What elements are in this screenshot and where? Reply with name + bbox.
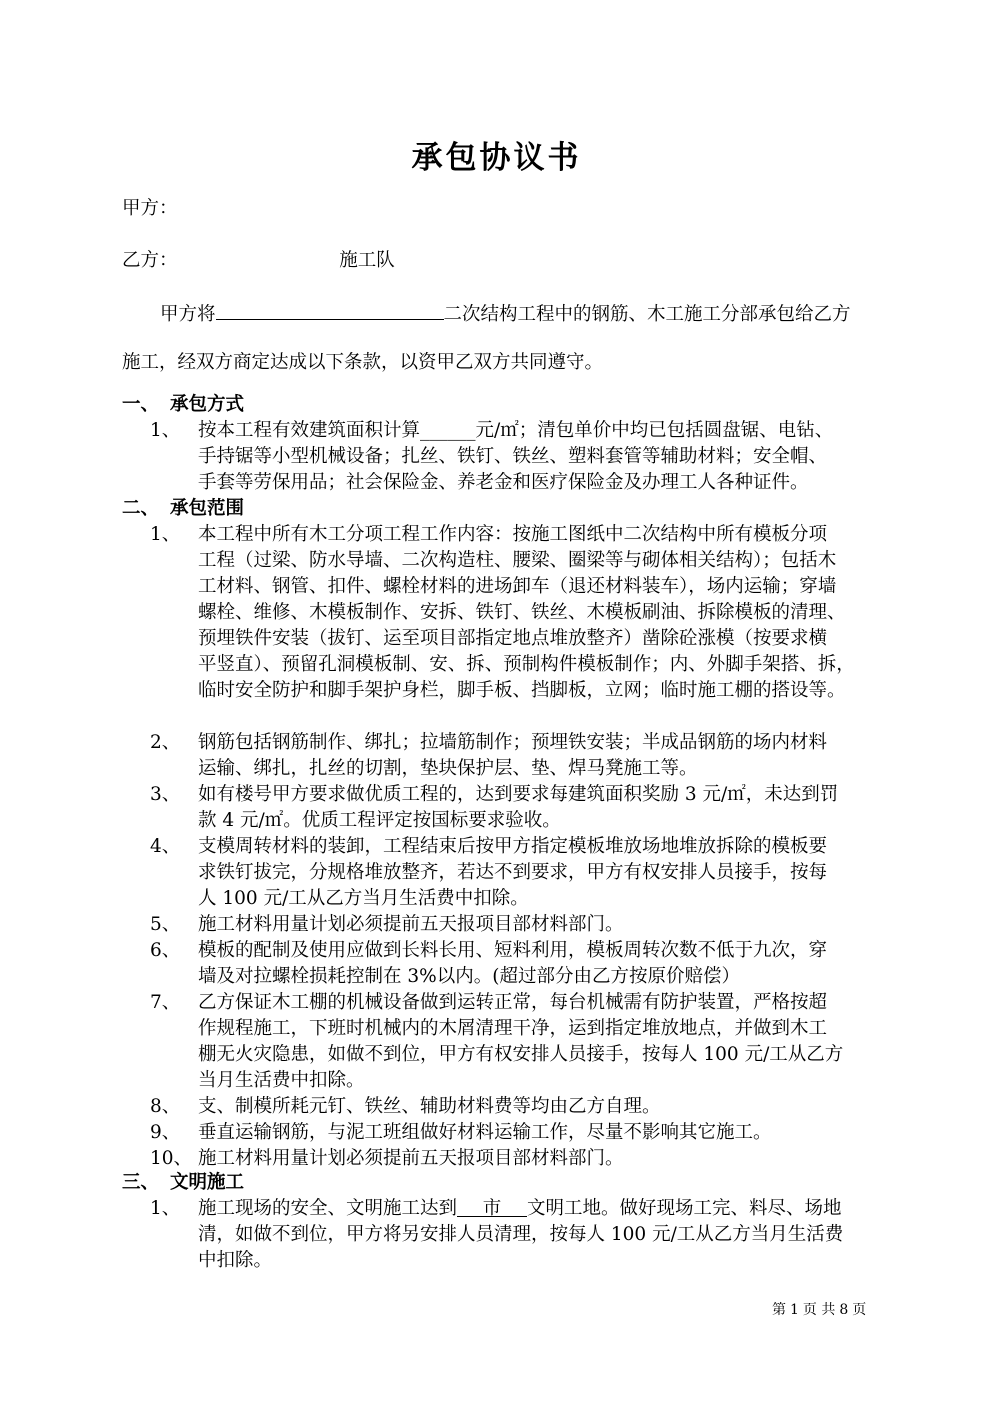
clause-line: 按本工程有效建筑面积计算______元/㎡；清包单价中均已包括圆盘锯、电钻、: [198, 420, 834, 441]
clause-line: 求铁钉拔完，分规格堆放整齐，若达不到要求，甲方有权安排人员接手，按每: [198, 862, 828, 883]
clause-line: 手持锯等小型机械设备；扎丝、铁钉、铁丝、塑料套管等辅助材料；安全帽、: [198, 446, 828, 467]
clause-item: [150, 1146, 900, 1172]
clause-line: 手套等劳保用品；社会保险金、养老金和医疗保险金及办理工人各种证件。: [198, 472, 809, 493]
party-b-line: [122, 248, 395, 274]
clause-item: [150, 1094, 900, 1120]
clause-item: [150, 730, 900, 782]
clause-line: [198, 1196, 900, 1222]
clause-line: 清，如做不到位，甲方将另安排人员清理，按每人 100 元/工从乙方当月生活费: [198, 1224, 844, 1245]
clause-line: 施工材料用量计划必须提前五天报项目部材料部门。: [198, 1148, 624, 1169]
section-number: 一、: [122, 394, 160, 415]
clause-line: 款 4 元/㎡。优质工程评定按国标要求验收。: [198, 810, 561, 831]
clause-number: 1、: [150, 524, 181, 545]
standard-blank: [457, 1196, 527, 1217]
clause-line: 钢筋包括钢筋制作、绑扎；拉墙筋制作；预埋铁安装；半成品钢筋的场内材料: [198, 732, 828, 753]
clause-line: 棚无火灾隐患，如做不到位，甲方有权安排人员接手，按每人 100 元/工从乙方: [198, 1044, 844, 1065]
section-heading: [122, 392, 244, 418]
section-title: 文明施工: [170, 1172, 245, 1193]
clause-line: 乙方保证木工棚的机械设备做到运转正常，每台机械需有防护装置，严格按超: [198, 992, 828, 1013]
section-heading: [122, 496, 244, 522]
clause-line: 人 100 元/工从乙方当月生活费中扣除。: [198, 888, 529, 909]
clause-line: 平竖直）、预留孔洞模板制、安、拆、预制构件模板制作；内、外脚手架搭、拆，: [198, 654, 855, 675]
clause-number: 1、: [150, 420, 181, 441]
footer-text: 页: [852, 1302, 867, 1318]
party-b-label: 乙方：: [122, 250, 178, 271]
project-name-blank: [216, 299, 444, 320]
intro-line-2: 施工，经双方商定达成以下条款，以资甲乙双方共同遵守。: [122, 352, 604, 373]
clause-item: [150, 1120, 900, 1146]
party-a-label: 甲方：: [122, 198, 178, 219]
clause-line: 工程（过梁、防水导墙、二次构造柱、腰梁、圈梁等与砌体相关结构）；包括木: [198, 550, 837, 571]
clause-text: 文明工地。做好现场工完、料尽、场地: [527, 1198, 842, 1219]
party-b-name: 施工队: [339, 250, 395, 271]
clause-number: 7、: [150, 992, 181, 1013]
clause-line: 如有楼号甲方要求做优质工程的，达到要求每建筑面积奖励 3 元/㎡，未达到罚: [198, 784, 839, 805]
standard-level: 市: [482, 1198, 502, 1219]
clause-item: [150, 1196, 900, 1274]
intro-prefix: 甲方将: [160, 304, 216, 325]
clause-line: 螺栓、维修、木模板制作、安拆、铁钉、铁丝、木模板刷油、拆除模板的清理、: [198, 602, 846, 623]
clause-number: 6、: [150, 940, 181, 961]
clause-line: 运输、绑扎，扎丝的切割，垫块保护层、垫、焊马凳施工等。: [198, 758, 698, 779]
clause-item: [150, 522, 900, 704]
clause-item: [150, 990, 900, 1094]
clause-line: 工材料、钢管、扣件、螺栓材料的进场卸车（退还材料装车），场内运输；穿墙: [198, 576, 837, 597]
section-number: 二、: [122, 498, 160, 519]
section-heading: [122, 1170, 244, 1196]
clause-item: [150, 912, 900, 938]
clause-line: 模板的配制及使用应做到长料长用、短料利用，模板周转次数不低于九次，穿: [198, 940, 828, 961]
clause-number: 5、: [150, 914, 181, 935]
party-a-line: [122, 196, 178, 222]
clause-number: 8、: [150, 1096, 181, 1117]
clause-number: 4、: [150, 836, 181, 857]
section-number: 三、: [122, 1172, 160, 1193]
clause-number: 1、: [150, 1198, 181, 1219]
clause-line: 墙及对拉螺栓损耗控制在 3%以内。(超过部分由乙方按原价赔偿）: [198, 966, 740, 987]
clause-number: 3、: [150, 784, 181, 805]
footer-text: 第: [772, 1302, 786, 1318]
footer-text: 页 共: [802, 1302, 836, 1318]
clause-text: 施工现场的安全、文明施工达到: [198, 1198, 458, 1219]
clause-line: 当月生活费中扣除。: [198, 1070, 365, 1091]
clause-item: [150, 834, 900, 912]
page-footer: [772, 1299, 870, 1319]
intro-line-1: [160, 299, 851, 328]
clause-line: 支模周转材料的装卸，工程结束后按甲方指定模板堆放场地堆放拆除的模板要: [198, 836, 828, 857]
clause-item: [150, 938, 900, 990]
clause-item: [150, 782, 900, 834]
intro-suffix: 二次结构工程中的钢筋、木工施工分部承包给乙方: [443, 304, 851, 325]
current-page-number: 1: [790, 1302, 799, 1318]
clause-item: [150, 418, 900, 496]
clause-line: 支、制模所耗元钉、铁丝、辅助材料费等均由乙方自理。: [198, 1096, 661, 1117]
clause-line: 本工程中所有木工分项工程工作内容：按施工图纸中二次结构中所有模板分项: [198, 524, 828, 545]
clause-line: 垂直运输钢筋，与泥工班组做好材料运输工作，尽量不影响其它施工。: [198, 1122, 772, 1143]
clause-number: 2、: [150, 732, 181, 753]
clause-line: 作规程施工，下班时机械内的木屑清理干净，运到指定堆放地点，并做到木工: [198, 1018, 828, 1039]
clause-line: 预埋铁件安装（拔钉、运至项目部指定地点堆放整齐）凿除砼涨模（按要求横: [198, 628, 828, 649]
total-page-count: 8: [839, 1302, 849, 1318]
clause-line: 施工材料用量计划必须提前五天报项目部材料部门。: [198, 914, 624, 935]
clause-line: 中扣除。: [198, 1250, 273, 1271]
clause-number: 9、: [150, 1122, 181, 1143]
section-title: 承包方式: [170, 394, 245, 415]
clause-line: 临时安全防护和脚手架护身栏，脚手板、挡脚板，立网；临时施工棚的搭设等。: [198, 680, 846, 701]
section-title: 承包范围: [170, 498, 245, 519]
document-title: 承包协议书: [411, 140, 582, 176]
clause-number: 10、: [150, 1148, 193, 1169]
